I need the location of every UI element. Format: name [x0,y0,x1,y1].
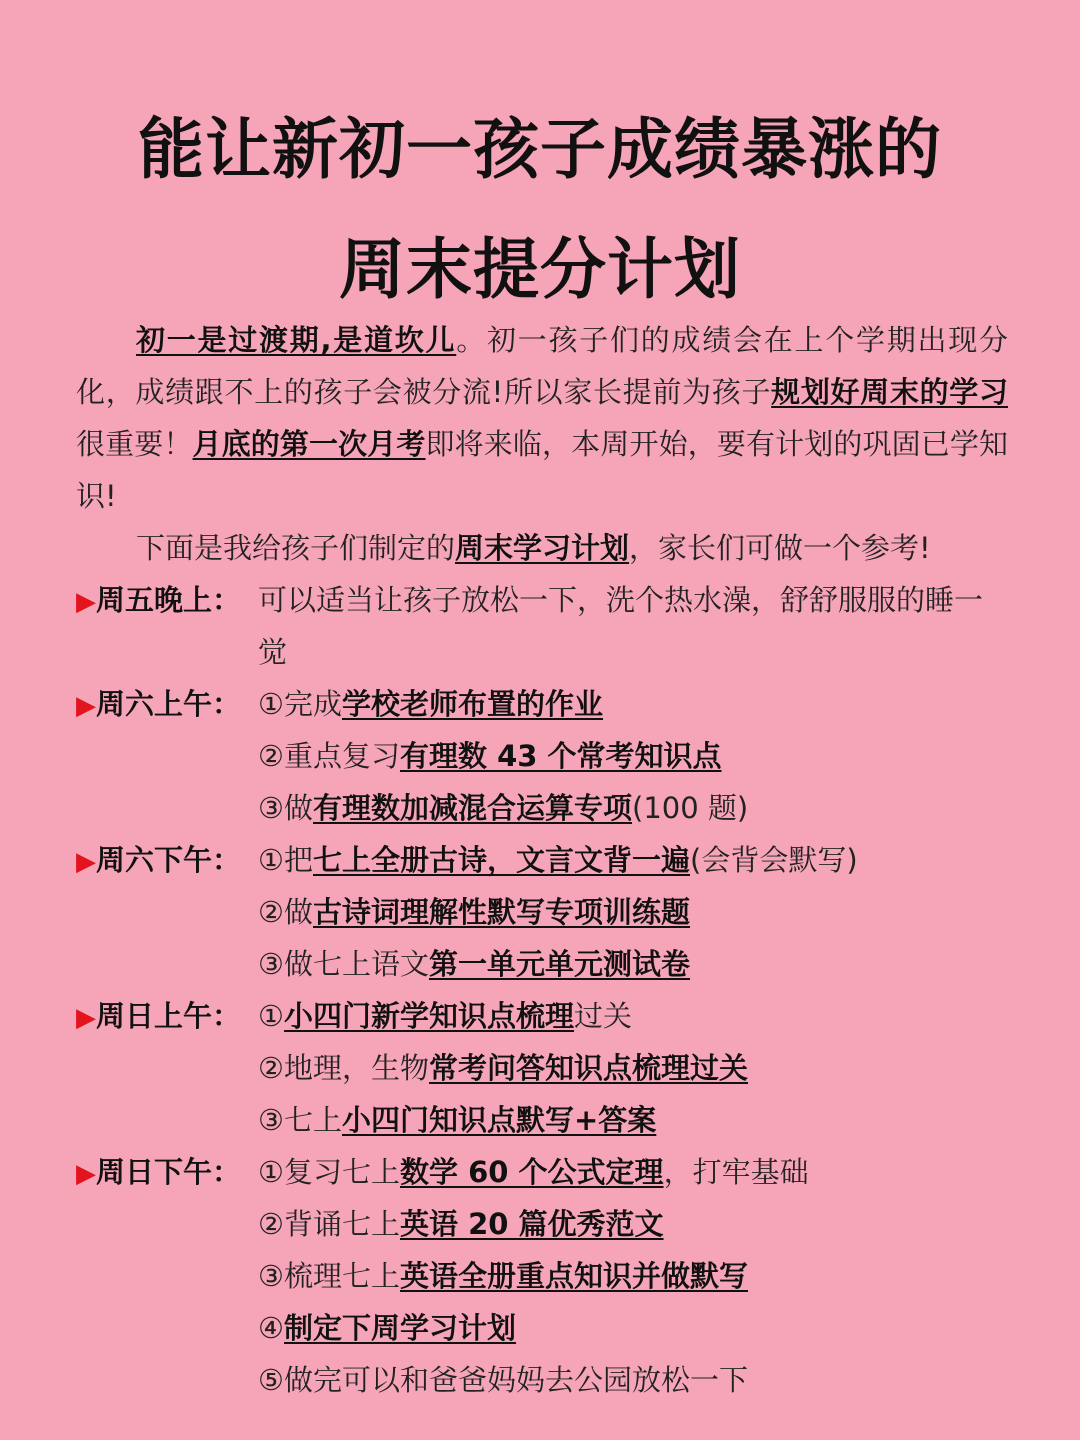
plain-text: ②重点复习 [258,739,400,773]
emphasis-text: 有理数加减混合运算专项 [313,791,633,825]
red-arrow-icon: ▶ [76,1159,96,1189]
plain-text: ①把 [258,843,313,877]
plain-text: (100 题) [632,791,749,825]
plain-text: ①完成 [258,687,342,721]
plain-text: 下面是我给孩子们制定的 [136,531,456,565]
emphasis-text: 有理数 43 个常考知识点 [400,739,722,773]
emphasis-text: 小四门知识点默写+答案 [342,1103,657,1137]
page-title-line-1: 能让新初一孩子成绩暴涨的 [138,111,942,188]
plain-text: ①复习七上 [258,1155,400,1189]
schedule-section [76,834,1036,990]
schedule-item [258,990,1036,1042]
plain-text: ④ [258,1311,284,1345]
emphasis-text: 第一单元单元测试卷 [429,947,691,981]
emphasis-text: 古诗词理解性默写专项训练题 [313,895,691,929]
plain-text: 很重要！ [76,427,193,461]
emphasis-text: 英语 20 篇优秀范文 [400,1207,664,1241]
schedule-item [258,886,1036,938]
emphasis-text: 英语全册重点知识并做默写 [400,1259,749,1293]
emphasis-text: 制定下周学习计划 [284,1311,517,1345]
schedule-item [258,730,1036,782]
emphasis-text: 月底的第一次月考 [192,427,426,461]
emphasis-text: 数学 60 个公式定理 [400,1155,664,1189]
schedule-label-text: 周日下午： [96,1155,242,1189]
plain-text: ③七上 [258,1103,342,1137]
page-title-line-2: 周末提分计划 [339,231,741,308]
schedule-section [76,990,1036,1146]
red-arrow-icon: ▶ [76,847,96,877]
schedule-item [258,1042,1036,1094]
schedule-time-label [76,574,258,628]
schedule-time-label [76,834,258,888]
schedule-item [258,938,1036,990]
plain-text: ① [258,999,284,1033]
plain-text: 。初一孩子们的成绩会在上个学期出现分化，成绩跟不上的孩子会被分流!所以家长提前为孩子 [76,323,1008,409]
intro-text [76,314,1008,574]
schedule-label-text: 周六上午： [96,687,242,721]
schedule-label-text: 周日上午： [96,999,242,1033]
schedule-item [258,678,1036,730]
schedule-item [258,782,1036,834]
schedule-item [258,1354,1036,1406]
plain-text: 过关 [574,999,633,1033]
weekend-schedule [76,574,1036,1406]
plain-text: ，打牢基础 [663,1155,809,1189]
plain-text: ②做 [258,895,313,929]
emphasis-text: 初一是过渡期,是道坎儿 [136,323,457,357]
schedule-section [76,1146,1036,1406]
plain-text: ③做 [258,791,313,825]
emphasis-text: 小四门新学知识点梳理 [284,999,575,1033]
red-arrow-icon: ▶ [76,587,96,617]
plain-text: 即将来临，本周开始，要有计划的巩固已学知识! [76,427,1008,513]
schedule-label-text: 周五晚上： [96,583,242,617]
plain-text: ③做七上语文 [258,947,429,981]
plain-text: ⑤做完可以和爸爸妈妈去公园放松一下 [258,1363,748,1397]
emphasis-text: 常考问答知识点梳理过关 [429,1051,749,1085]
emphasis-text: 七上全册古诗，文言文背一遍 [313,843,691,877]
schedule-section [76,678,1036,834]
schedule-item [258,1146,1036,1198]
schedule-time-label [76,1146,258,1200]
schedule-section [76,574,1036,678]
schedule-label-text: 周六下午： [96,843,242,877]
plain-text: ②地理，生物 [258,1051,429,1085]
emphasis-text: 周末学习计划 [455,531,630,565]
schedule-item [258,1094,1036,1146]
intro-paragraph-1 [76,314,1008,522]
schedule-item [258,1302,1036,1354]
plain-text: ②背诵七上 [258,1207,400,1241]
emphasis-text: 规划好周末的学习 [771,375,1008,409]
schedule-item [258,1198,1036,1250]
schedule-item [258,1250,1036,1302]
red-arrow-icon: ▶ [76,1003,96,1033]
plain-text: ③梳理七上 [258,1259,400,1293]
schedule-time-label [76,990,258,1044]
plain-text: ，家长们可做一个参考! [629,531,931,565]
intro-paragraph-2 [76,522,1008,574]
schedule-item [258,834,1036,886]
plain-text: (会背会默写) [690,843,858,877]
schedule-item [258,574,1010,678]
emphasis-text: 学校老师布置的作业 [342,687,604,721]
plain-text: 可以适当让孩子放松一下，洗个热水澡，舒舒服服的睡一觉 [258,583,984,669]
red-arrow-icon: ▶ [76,691,96,721]
schedule-time-label [76,678,258,732]
